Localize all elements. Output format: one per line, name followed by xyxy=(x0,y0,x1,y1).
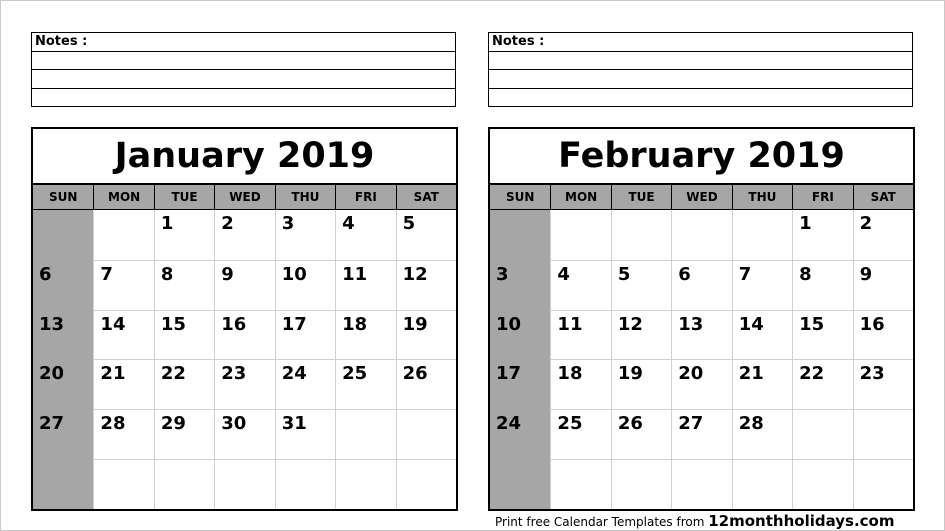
weekday-label: FRI xyxy=(792,185,852,209)
day-cell: 19 xyxy=(396,310,456,360)
day-cell: 29 xyxy=(154,409,214,459)
day-cell: 8 xyxy=(792,260,852,310)
day-cell: 17 xyxy=(490,359,550,409)
day-cell: 3 xyxy=(275,210,335,260)
weekday-label: SUN xyxy=(505,190,535,204)
day-cell: 22 xyxy=(792,359,852,409)
month-title: February 2019 xyxy=(490,129,913,185)
day-cell xyxy=(853,409,913,459)
day-cell: 6 xyxy=(671,260,731,310)
day-cell: 2 xyxy=(853,210,913,260)
day-cell xyxy=(396,459,456,509)
weekday-label: MON xyxy=(93,185,153,209)
day-cell: 17 xyxy=(275,310,335,360)
day-cell: 1 xyxy=(792,210,852,260)
day-cell: 15 xyxy=(792,310,852,360)
weekday-label: SAT xyxy=(853,185,913,209)
day-cell: 21 xyxy=(732,359,792,409)
weekday-label: THU xyxy=(275,185,335,209)
day-cell xyxy=(396,409,456,459)
month-title: January 2019 xyxy=(33,129,456,185)
day-cell: 7 xyxy=(93,260,153,310)
notes-line xyxy=(489,89,912,107)
weekday-header xyxy=(33,185,456,210)
day-cell: 27 xyxy=(33,409,93,459)
day-cell: 16 xyxy=(853,310,913,360)
weekday-label: TUE xyxy=(611,185,671,209)
day-cell: 10 xyxy=(275,260,335,310)
day-cell: 12 xyxy=(611,310,671,360)
day-cell xyxy=(853,459,913,509)
day-cell xyxy=(33,210,93,260)
day-cell: 5 xyxy=(611,260,671,310)
day-cell: 14 xyxy=(732,310,792,360)
day-cell: 4 xyxy=(550,260,610,310)
day-cell xyxy=(33,459,93,509)
day-cell: 14 xyxy=(93,310,153,360)
day-cell xyxy=(154,459,214,509)
day-cell: 9 xyxy=(214,260,274,310)
day-cell xyxy=(214,459,274,509)
day-cell: 23 xyxy=(214,359,274,409)
day-cell: 5 xyxy=(396,210,456,260)
day-cell xyxy=(732,459,792,509)
day-cell: 19 xyxy=(611,359,671,409)
notes-label: Notes : xyxy=(489,33,912,52)
day-cell: 13 xyxy=(33,310,93,360)
notes-line xyxy=(489,52,912,71)
notes-line xyxy=(32,52,455,71)
day-cell: 26 xyxy=(396,359,456,409)
notes-line xyxy=(32,70,455,89)
notes-box-january xyxy=(31,32,456,107)
notes-label: Notes : xyxy=(32,33,455,52)
day-cell xyxy=(611,210,671,260)
calendar-february xyxy=(488,127,915,511)
day-cell: 11 xyxy=(335,260,395,310)
day-cell: 26 xyxy=(611,409,671,459)
day-cell: 2 xyxy=(214,210,274,260)
footer-text: Print free Calendar Templates from xyxy=(495,515,705,529)
notes-line xyxy=(489,70,912,89)
day-cell: 31 xyxy=(275,409,335,459)
day-cell xyxy=(611,459,671,509)
weekday-label: WED xyxy=(214,185,274,209)
day-cell: 22 xyxy=(154,359,214,409)
day-cell xyxy=(335,459,395,509)
day-cell: 21 xyxy=(93,359,153,409)
day-grid xyxy=(490,210,913,509)
day-cell: 7 xyxy=(732,260,792,310)
weekday-label: TUE xyxy=(154,185,214,209)
day-cell: 25 xyxy=(335,359,395,409)
day-cell: 24 xyxy=(490,409,550,459)
day-cell: 1 xyxy=(154,210,214,260)
day-cell: 11 xyxy=(550,310,610,360)
calendar-january xyxy=(31,127,458,511)
footer-credit xyxy=(495,512,894,530)
day-cell: 9 xyxy=(853,260,913,310)
weekday-label: WED xyxy=(671,185,731,209)
weekday-label: SUN xyxy=(48,190,78,204)
day-cell: 10 xyxy=(490,310,550,360)
day-cell: 16 xyxy=(214,310,274,360)
day-cell xyxy=(792,459,852,509)
day-cell xyxy=(490,210,550,260)
day-cell: 28 xyxy=(732,409,792,459)
day-cell: 24 xyxy=(275,359,335,409)
day-cell xyxy=(93,459,153,509)
day-cell: 30 xyxy=(214,409,274,459)
day-cell xyxy=(335,409,395,459)
day-cell xyxy=(550,210,610,260)
day-cell: 20 xyxy=(33,359,93,409)
day-cell: 8 xyxy=(154,260,214,310)
day-cell: 13 xyxy=(671,310,731,360)
day-cell xyxy=(671,210,731,260)
day-cell: 12 xyxy=(396,260,456,310)
day-cell xyxy=(732,210,792,260)
day-cell: 18 xyxy=(550,359,610,409)
day-cell xyxy=(550,459,610,509)
notes-box-february xyxy=(488,32,913,107)
day-cell: 23 xyxy=(853,359,913,409)
day-cell xyxy=(671,459,731,509)
day-grid xyxy=(33,210,456,509)
day-cell xyxy=(93,210,153,260)
day-cell xyxy=(490,459,550,509)
day-cell xyxy=(792,409,852,459)
weekday-label: MON xyxy=(550,185,610,209)
day-cell xyxy=(275,459,335,509)
weekday-label: THU xyxy=(732,185,792,209)
day-cell: 25 xyxy=(550,409,610,459)
day-cell: 3 xyxy=(490,260,550,310)
weekday-label: SAT xyxy=(396,185,456,209)
day-cell: 4 xyxy=(335,210,395,260)
day-cell: 18 xyxy=(335,310,395,360)
day-cell: 20 xyxy=(671,359,731,409)
day-cell: 15 xyxy=(154,310,214,360)
day-cell: 28 xyxy=(93,409,153,459)
day-cell: 6 xyxy=(33,260,93,310)
footer-site-link[interactable]: 12monthholidays.com xyxy=(708,512,895,530)
notes-line xyxy=(32,89,455,107)
day-cell: 27 xyxy=(671,409,731,459)
weekday-header xyxy=(490,185,913,210)
weekday-label: FRI xyxy=(335,185,395,209)
